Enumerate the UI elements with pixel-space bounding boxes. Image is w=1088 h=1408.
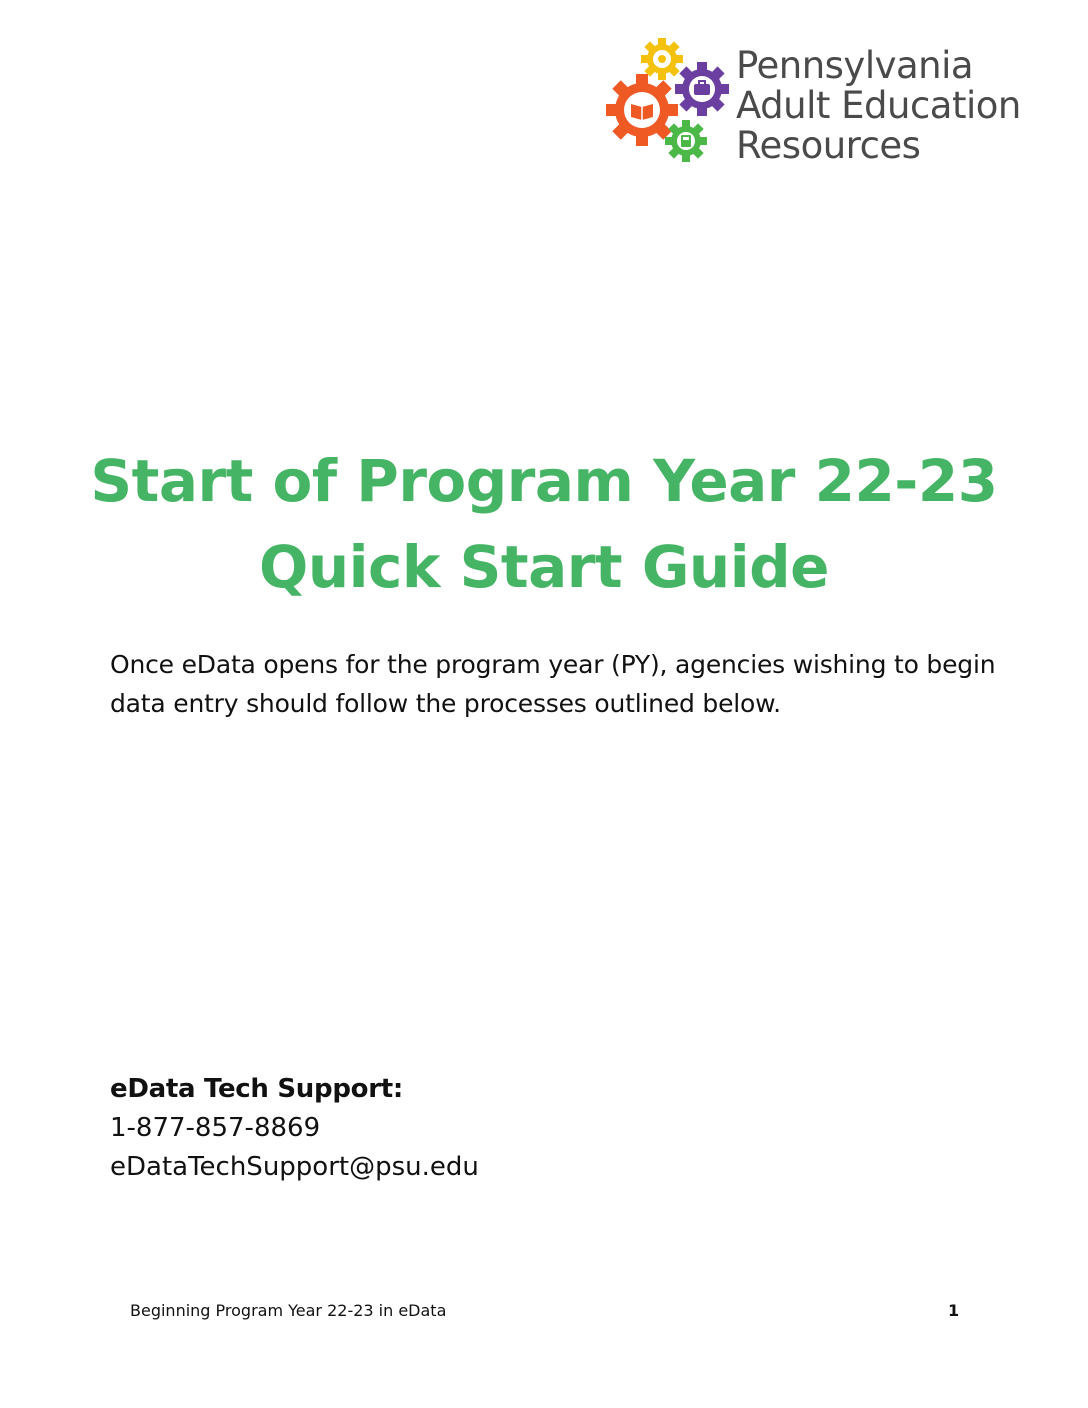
page-number: 1 — [948, 1301, 960, 1320]
tech-support-phone[interactable]: 1-877-857-8869 — [110, 1113, 321, 1143]
title-line-1: Start of Program Year 22-23 — [90, 447, 998, 515]
intro-paragraph: Once eData opens for the program year (PY), agencies wishing to begin data entry should follow the processes outlined below. — [110, 650, 996, 718]
title-line-2: Quick Start Guide — [259, 533, 829, 601]
footer-text: Beginning Program Year 22-23 in eData — [130, 1301, 447, 1320]
pa-adult-education-resources-logo — [606, 34, 1036, 174]
logo-line-2: Adult Education — [736, 84, 1021, 127]
document-title — [0, 438, 1088, 610]
logo-line-1: Pennsylvania — [736, 44, 974, 87]
logo-wordmark — [736, 46, 1021, 166]
gears-logo-icon — [606, 34, 736, 164]
tech-support-email[interactable]: eDataTechSupport@psu.edu — [110, 1152, 479, 1182]
tech-support-block — [110, 1070, 479, 1187]
tech-support-heading: eData Tech Support: — [110, 1074, 403, 1104]
logo-line-3: Resources — [736, 124, 921, 167]
